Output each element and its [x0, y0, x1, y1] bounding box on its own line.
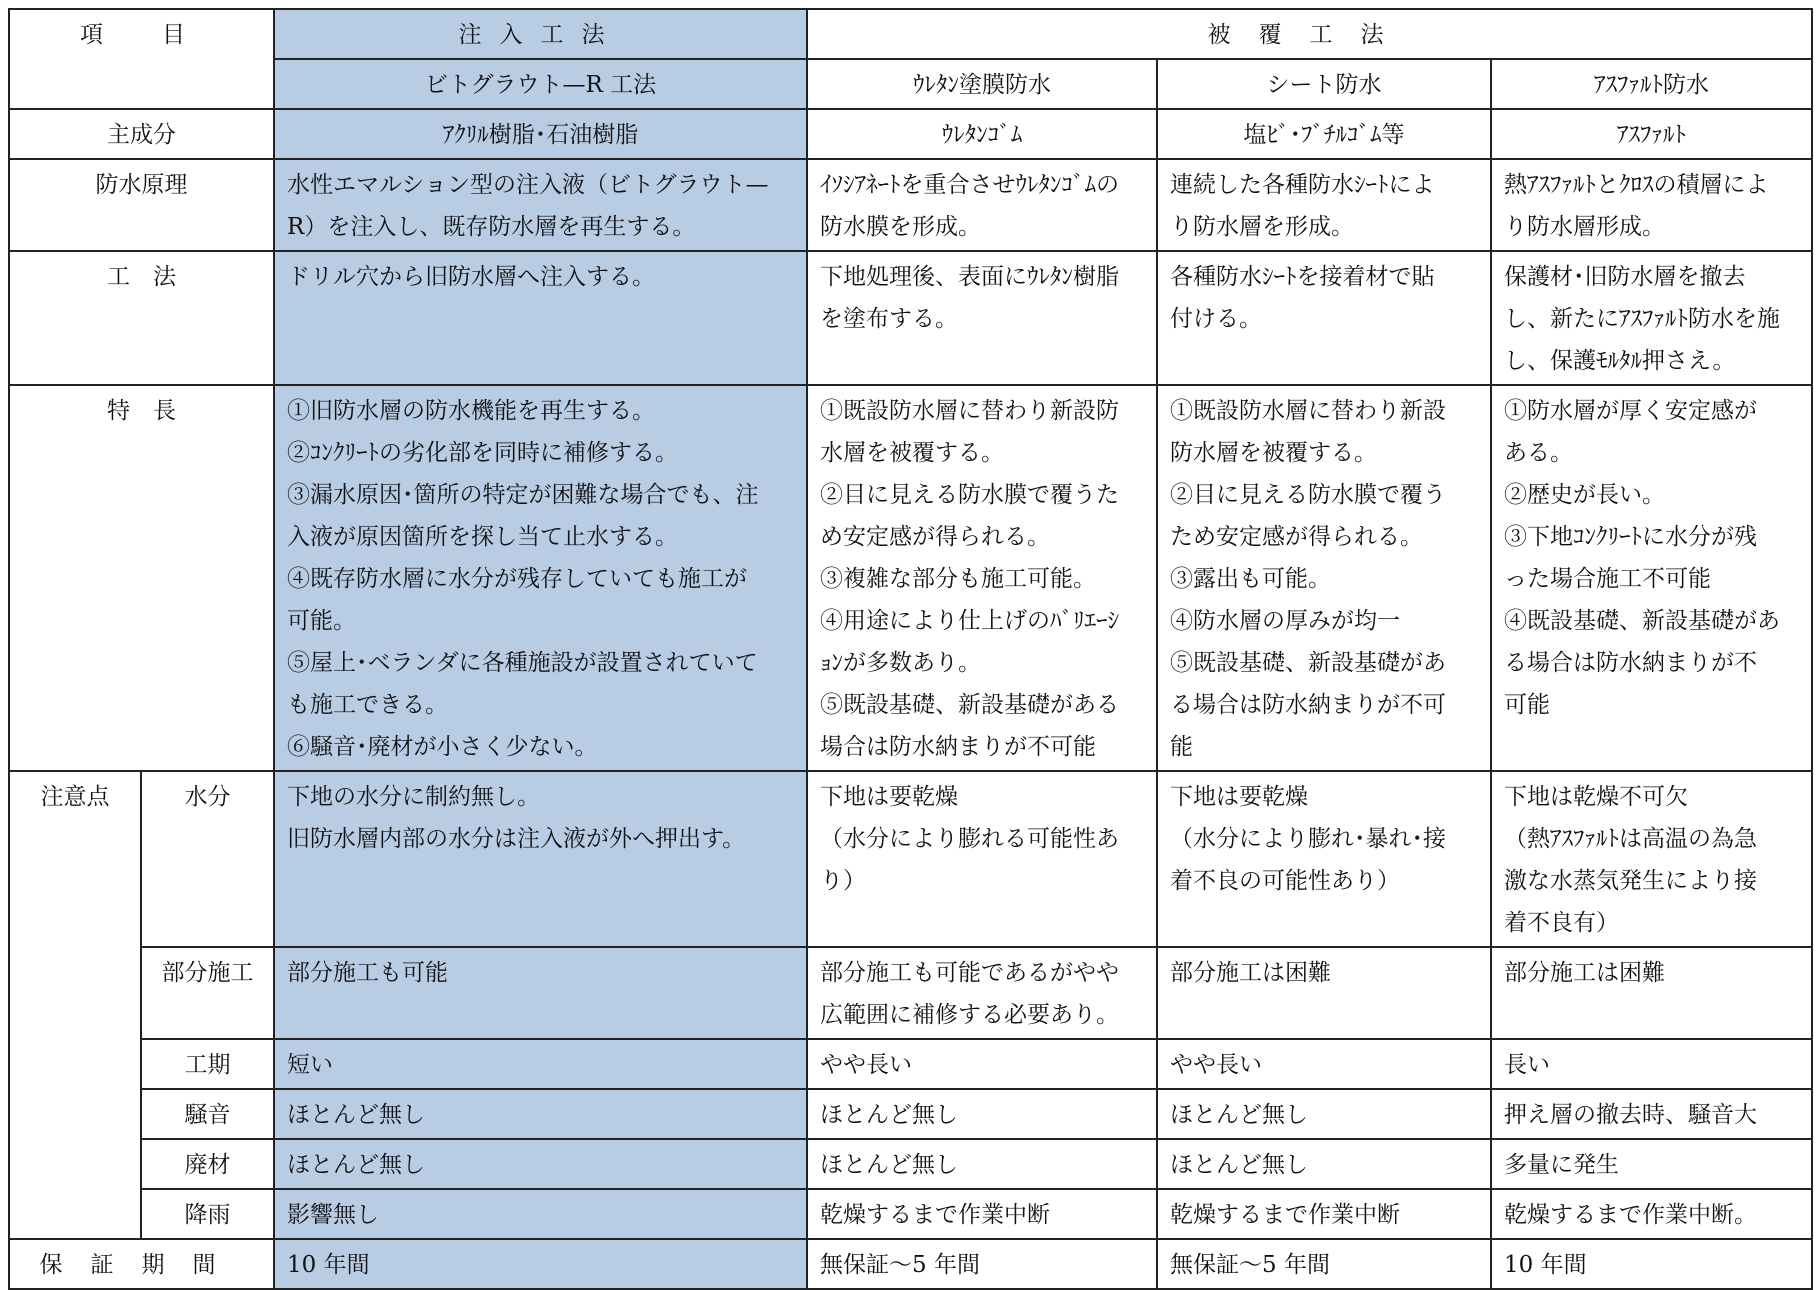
row-warranty — [9, 1239, 1812, 1289]
cell-text-line: ③漏水原因･箇所の特定が困難な場合でも、注 — [287, 482, 759, 508]
main-component-sheet: 塩ﾋﾞ･ﾌﾞﾁﾙｺﾞﾑ等 — [1157, 109, 1491, 159]
header-item-label: 項 目 — [80, 22, 203, 48]
row-label-moisture: 水分 — [141, 771, 274, 947]
cell-text-line: り） — [820, 868, 866, 894]
header-coating-cell — [807, 9, 1812, 59]
rain-sheet: 乾燥するまで作業中断 — [1157, 1189, 1491, 1239]
cell-text-line: り防水層形成。 — [1504, 214, 1665, 240]
cell-text-line: 下地の水分に制約無し。 — [287, 784, 540, 810]
moisture-urethane — [807, 771, 1157, 947]
cell-text-line: ①既設防水層に替わり新設防 — [820, 398, 1119, 424]
main-component-bitgrout: ｱｸﾘﾙ樹脂･石油樹脂 — [274, 109, 807, 159]
cell-text-line: 下地は要乾燥 — [820, 784, 958, 810]
cell-text-line: 保護材･旧防水層を撤去 — [1504, 264, 1746, 290]
waste-urethane: ほとんど無し — [807, 1139, 1157, 1189]
cell-text-line: ④既設基礎、新設基礎があ — [1504, 608, 1780, 634]
cell-text-line: 部分施工は困難 — [1170, 960, 1331, 986]
row-label-features: 特 長 — [9, 385, 274, 771]
rain-bitgrout: 影響無し — [274, 1189, 807, 1239]
cell-text-line: ｲｿｼｱﾈｰﾄを重合させｳﾚﾀﾝｺﾞﾑの — [820, 172, 1119, 198]
row-label-noise: 騒音 — [141, 1089, 274, 1139]
cell-text-line: 下地処理後、表面にｳﾚﾀﾝ樹脂 — [820, 264, 1119, 290]
row-partial — [9, 947, 1812, 1039]
row-method — [9, 251, 1812, 385]
cell-text-line: ｮﾝが多数あり。 — [820, 650, 981, 676]
warranty-sheet: 無保証～5 年間 — [1157, 1239, 1491, 1289]
row-rain — [9, 1189, 1812, 1239]
cell-text-line: 水性エマルション型の注入液（ビトグラウト— — [287, 172, 769, 198]
row-label-waste: 廃材 — [141, 1139, 274, 1189]
cell-text-line: 能 — [1170, 734, 1193, 760]
period-asphalt: 長い — [1491, 1039, 1812, 1089]
row-noise — [9, 1089, 1812, 1139]
cell-text-line: （熱ｱｽﾌｧﾙﾄは高温の為急 — [1504, 826, 1757, 852]
row-label-caution: 注意点 — [9, 771, 141, 1239]
warranty-asphalt: 10 年間 — [1491, 1239, 1812, 1289]
period-urethane: やや長い — [807, 1039, 1157, 1089]
cell-text-line: 旧防水層内部の水分は注入液が外へ押出す。 — [287, 826, 746, 852]
cell-text-line: 水層を被覆する。 — [820, 440, 1004, 466]
cell-text-line: も施工できる。 — [287, 692, 448, 718]
row-period — [9, 1039, 1812, 1089]
cell-text-line: ②歴史が長い。 — [1504, 482, 1665, 508]
cell-text-line: り防水層を形成。 — [1170, 214, 1354, 240]
period-bitgrout: 短い — [274, 1039, 807, 1089]
cell-text-line: 可能 — [1504, 692, 1550, 718]
cell-text-line: ⑥騒音･廃材が小さく少ない。 — [287, 734, 598, 760]
row-label-warranty: 保証期間 — [39, 1252, 244, 1278]
cell-text-line: を塗布する。 — [820, 306, 958, 332]
cell-text-line: ③下地ｺﾝｸﾘｰﾄに水分が残 — [1504, 524, 1757, 550]
cell-text-line: 場合は防水納まりが不可能 — [820, 734, 1096, 760]
header-row-2 — [9, 59, 1812, 109]
header-row-1 — [9, 9, 1812, 59]
cell-text-line: ドリル穴から旧防水層へ注入する。 — [287, 264, 655, 290]
partial-bitgrout — [274, 947, 807, 1039]
cell-text-line: 連続した各種防水ｼｰﾄによ — [1170, 172, 1435, 198]
header-asphalt: ｱｽﾌｧﾙﾄ防水 — [1491, 59, 1812, 109]
header-sheet: シート防水 — [1157, 59, 1491, 109]
cell-text-line: ④用途により仕上げのﾊﾞﾘｴｰｼ — [820, 608, 1119, 634]
moisture-sheet — [1157, 771, 1491, 947]
cell-text-line: （水分により膨れ･暴れ･接 — [1170, 826, 1446, 852]
cell-text-line: 付ける。 — [1170, 306, 1262, 332]
row-principle — [9, 159, 1812, 251]
cell-text-line: し、保護ﾓﾙﾀﾙ押さえ。 — [1504, 348, 1736, 374]
principle-asphalt — [1491, 159, 1812, 251]
method-asphalt — [1491, 251, 1812, 385]
cell-text-line: 可能。 — [287, 608, 356, 634]
cell-text-line: 部分施工も可能であるがやや — [820, 960, 1119, 986]
warranty-urethane: 無保証～5 年間 — [807, 1239, 1157, 1289]
header-item-cell — [9, 9, 274, 109]
cell-text-line: 着不良の可能性あり） — [1170, 868, 1400, 894]
cell-text-line: 部分施工は困難 — [1504, 960, 1665, 986]
row-label-rain: 降雨 — [141, 1189, 274, 1239]
cell-text-line: 熱ｱｽﾌｧﾙﾄとｸﾛｽの積層によ — [1504, 172, 1769, 198]
cell-text-line: ①旧防水層の防水機能を再生する。 — [287, 398, 655, 424]
cell-text-line: 激な水蒸気発生により接 — [1504, 868, 1757, 894]
main-component-asphalt: ｱｽﾌｧﾙﾄ — [1491, 109, 1812, 159]
method-sheet — [1157, 251, 1491, 385]
cell-text-line: ②ｺﾝｸﾘｰﾄの劣化部を同時に補修する。 — [287, 440, 678, 466]
cell-text-line: る場合は防水納まりが不可 — [1170, 692, 1446, 718]
features-bitgrout — [274, 385, 807, 771]
cell-text-line: 各種防水ｼｰﾄを接着材で貼 — [1170, 264, 1435, 290]
cell-text-line: ④既存防水層に水分が残存していても施工が — [287, 566, 747, 592]
row-features — [9, 385, 1812, 771]
header-urethane: ｳﾚﾀﾝ塗膜防水 — [807, 59, 1157, 109]
rain-urethane: 乾燥するまで作業中断 — [807, 1189, 1157, 1239]
header-bitgrout: ビトグラウト—R 工法 — [274, 59, 807, 109]
cell-text-line: る場合は防水納まりが不 — [1504, 650, 1757, 676]
moisture-asphalt — [1491, 771, 1812, 947]
waste-bitgrout: ほとんど無し — [274, 1139, 807, 1189]
main-component-urethane: ｳﾚﾀﾝｺﾞﾑ — [807, 109, 1157, 159]
cell-text-line: し、新たにｱｽﾌｧﾙﾄ防水を施 — [1504, 306, 1780, 332]
cell-text-line: ③複雑な部分も施工可能。 — [820, 566, 1096, 592]
warranty-bitgrout: 10 年間 — [274, 1239, 807, 1289]
moisture-bitgrout — [274, 771, 807, 947]
partial-asphalt — [1491, 947, 1812, 1039]
method-bitgrout — [274, 251, 807, 385]
cell-text-line: め安定感が得られる。 — [820, 524, 1050, 550]
cell-text-line: （水分により膨れる可能性あ — [820, 826, 1119, 852]
principle-sheet — [1157, 159, 1491, 251]
row-label-warranty-cell — [9, 1239, 274, 1289]
cell-text-line: 入液が原因箇所を探し当て止水する。 — [287, 524, 678, 550]
cell-text-line: 下地は要乾燥 — [1170, 784, 1308, 810]
noise-urethane: ほとんど無し — [807, 1089, 1157, 1139]
row-label-main-component: 主成分 — [9, 109, 274, 159]
waste-sheet: ほとんど無し — [1157, 1139, 1491, 1189]
partial-urethane — [807, 947, 1157, 1039]
row-waste — [9, 1139, 1812, 1189]
principle-bitgrout — [274, 159, 807, 251]
principle-urethane — [807, 159, 1157, 251]
header-injection-label: 注入工法 — [458, 22, 623, 48]
cell-text-line: ④防水層の厚みが均一 — [1170, 608, 1400, 634]
comparison-table — [8, 8, 1813, 1290]
cell-text-line: ⑤屋上･ベランダに各種施設が設置されていて — [287, 650, 758, 676]
cell-text-line: 広範囲に補修する必要あり。 — [820, 1002, 1119, 1028]
cell-text-line: ①既設防水層に替わり新設 — [1170, 398, 1446, 424]
features-asphalt — [1491, 385, 1812, 771]
cell-text-line: ②目に見える防水膜で覆うた — [820, 482, 1119, 508]
header-injection-cell — [274, 9, 807, 59]
cell-text-line: 着不良有） — [1504, 910, 1619, 936]
cell-text-line: ⑤既設基礎、新設基礎がある — [820, 692, 1119, 718]
row-label-partial: 部分施工 — [141, 947, 274, 1039]
cell-text-line: ⑤既設基礎、新設基礎があ — [1170, 650, 1446, 676]
features-urethane — [807, 385, 1157, 771]
method-urethane — [807, 251, 1157, 385]
cell-text-line: ①防水層が厚く安定感が — [1504, 398, 1757, 424]
row-label-period: 工期 — [141, 1039, 274, 1089]
row-label-method: 工 法 — [9, 251, 274, 385]
features-sheet — [1157, 385, 1491, 771]
header-coating-label: 被覆工法 — [1207, 22, 1412, 48]
waste-asphalt: 多量に発生 — [1491, 1139, 1812, 1189]
row-main-component — [9, 109, 1812, 159]
noise-bitgrout: ほとんど無し — [274, 1089, 807, 1139]
row-moisture — [9, 771, 1812, 947]
cell-text-line: 部分施工も可能 — [287, 960, 448, 986]
cell-text-line: ある。 — [1504, 440, 1573, 466]
cell-text-line: R）を注入し、既存防水層を再生する。 — [287, 214, 696, 240]
cell-text-line: 防水膜を形成。 — [820, 214, 981, 240]
cell-text-line: ②目に見える防水膜で覆う — [1170, 482, 1446, 508]
noise-asphalt: 押え層の撤去時、騒音大 — [1491, 1089, 1812, 1139]
cell-text-line: 下地は乾燥不可欠 — [1504, 784, 1688, 810]
noise-sheet: ほとんど無し — [1157, 1089, 1491, 1139]
rain-asphalt: 乾燥するまで作業中断。 — [1491, 1189, 1812, 1239]
cell-text-line: 防水層を被覆する。 — [1170, 440, 1377, 466]
period-sheet: やや長い — [1157, 1039, 1491, 1089]
cell-text-line: ③露出も可能。 — [1170, 566, 1331, 592]
row-label-principle: 防水原理 — [9, 159, 274, 251]
partial-sheet — [1157, 947, 1491, 1039]
cell-text-line: った場合施工不可能 — [1504, 566, 1711, 592]
cell-text-line: ため安定感が得られる。 — [1170, 524, 1423, 550]
